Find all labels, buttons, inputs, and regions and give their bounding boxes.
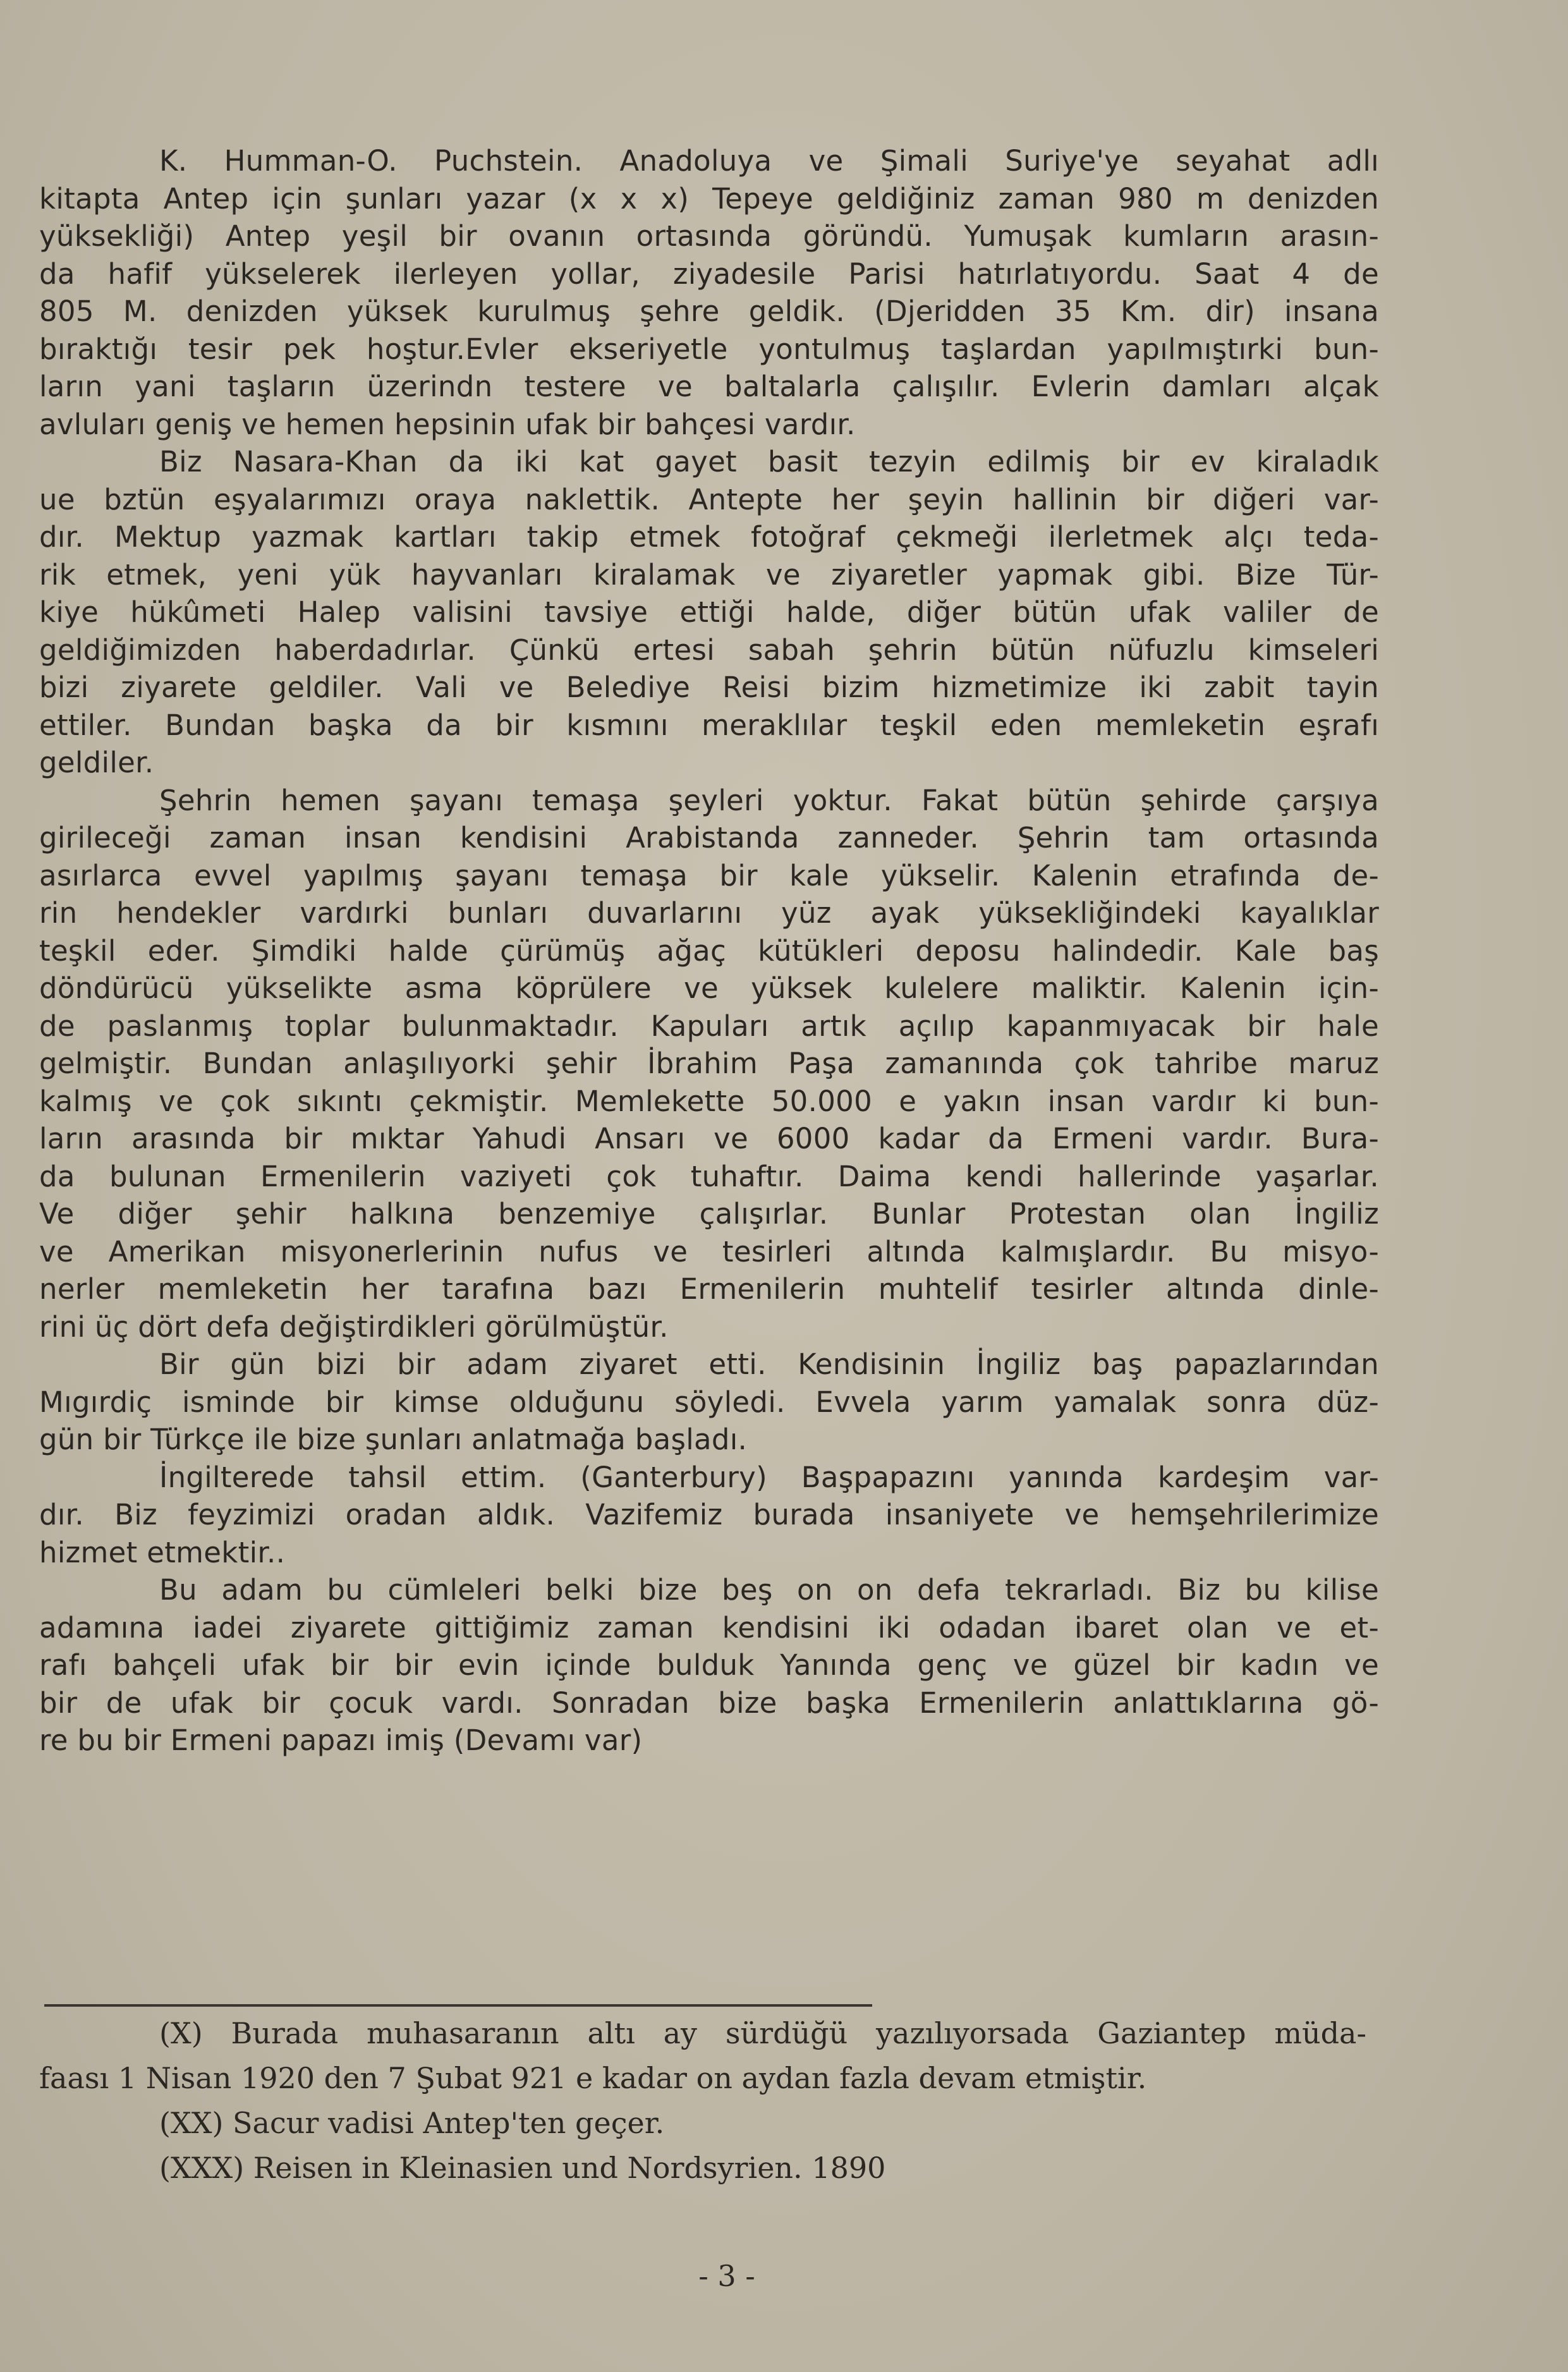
text-line: re bu bir Ermeni papazı imiş (Devamı var) [39, 1724, 643, 1757]
text-line: geldiğimizden haberdadırlar. Çünkü ertesi sabah şehrin bütün nüfuzlu kimseleri [39, 633, 1379, 667]
text-line: ların arasında bir mıktar Yahudi Ansarı ve 6000 kadar da Ermeni vardır. Bura- [39, 1122, 1379, 1155]
text-line: teşkil eder. Şimdiki halde çürümüş ağaç kütükleri deposu halindedir. Kale baş [39, 934, 1379, 968]
text-line: girileceği zaman insan kendisini Arabistanda zanneder. Şehrin tam ortasında [39, 821, 1379, 855]
text-line: Bu adam bu cümleleri belki bize beş on on defa tekrarladı. Biz bu kilise [159, 1573, 1379, 1607]
text-line: dır. Mektup yazmak kartları takip etmek fotoğraf çekmeği ilerletmek alçı teda- [39, 520, 1379, 554]
footnote-divider [44, 2004, 872, 2007]
text-line: geldiler. [39, 746, 154, 779]
text-line: nerler memleketin her tarafına bazı Ermenilerin muhtelif tesirler altında dinle- [39, 1272, 1379, 1306]
text-line: gün bir Türkçe ile bize şunları anlatmağa başladı. [39, 1423, 748, 1456]
text-line: rini üç dört defa değiştirdikleri görülmüştür. [39, 1310, 669, 1344]
text-line: ların yani taşların üzerindn testere ve baltalarla çalışılır. Evlerin damları alçak [39, 370, 1379, 403]
text-line: da hafif yükselerek ilerleyen yollar, ziyadesile Parisi hatırlatıyordu. Saat 4 de [39, 257, 1379, 291]
text-line: da bulunan Ermenilerin vaziyeti çok tuhaftır. Daima kendi hallerinde yaşarlar. [39, 1159, 1379, 1193]
text-line: dır. Biz feyzimizi oradan aldık. Vazifemiz burada insaniyete ve hemşehrilerimize [39, 1498, 1379, 1531]
text-line: Mıgırdiç isminde bir kimse olduğunu söyledi. Evvela yarım yamalak sonra düz- [39, 1385, 1379, 1419]
text-line: de paslanmış toplar bulunmaktadır. Kapuları artık açılıp kapanmıyacak bir hale [39, 1009, 1379, 1043]
text-line: rik etmek, yeni yük hayvanları kiralamak ve ziyaretler yapmak gibi. Bize Tür- [39, 557, 1379, 592]
text-line: bıraktığı tesir pek hoştur.Evler ekseriyetle yontulmuş taşlardan yapılmıştırki bun- [39, 332, 1379, 366]
text-line: hizmet etmektir.. [39, 1535, 286, 1569]
text-line: gelmiştir. Bundan anlaşılıyorki şehir İbrahim Paşa zamanında çok tahribe maruz [39, 1047, 1379, 1080]
text-line: bir de ufak bir çocuk vardı. Sonradan bize başka Ermenilerin anlattıklarına gö- [39, 1686, 1379, 1720]
text-line: Şehrin hemen şayanı temaşa şeyleri yoktur. Fakat bütün şehirde çarşıya [159, 783, 1379, 817]
footnote-line: faası 1 Nisan 1920 den 7 Şubat 921 e kadar on aydan fazla devam etmiştir. [39, 2061, 1147, 2095]
text-line: kalmış ve çok sıkıntı çekmiştir. Memlekette 50.000 e yakın insan vardır ki bun- [39, 1084, 1379, 1118]
page-number: - 3 - [698, 2259, 755, 2293]
text-line: döndürücü yükselikte asma köprülere ve yüksek kulelere maliktir. Kalenin için- [39, 971, 1379, 1005]
text-line: avluları geniş ve hemen hepsinin ufak bir bahçesi vardır. [39, 407, 856, 441]
text-line: Ve diğer şehir halkına benzemiye çalışırlar. Bunlar Protestan olan İngiliz [39, 1197, 1379, 1231]
text-line: ettiler. Bundan başka da bir kısmını meraklılar teşkil eden memleketin eşrafı [39, 708, 1379, 742]
body-text [39, 142, 1379, 1760]
text-line: Biz Nasara-Khan da iki kat gayet basit tezyin edilmiş bir ev kiraladık [159, 445, 1379, 478]
text-line: kitapta Antep için şunları yazar (x x x) Tepeye geldiğiniz zaman 980 m denizden [39, 181, 1379, 216]
text-line: K. Humman-O. Puchstein. Anadoluya ve Şimali Suriye'ye seyahat adlı [159, 144, 1379, 178]
text-line: asırlarca evvel yapılmış şayanı temaşa bir kale yükselir. Kalenin etrafında de- [39, 858, 1379, 892]
text-line: 805 M. denizden yüksek kurulmuş şehre geldik. (Djeridden 35 Km. dir) insana [39, 295, 1379, 328]
text-line: bizi ziyarete geldiler. Vali ve Belediye Reisi bizim hizmetimize iki zabit tayin [39, 671, 1379, 704]
text-line: ue bztün eşyalarımızı oraya naklettik. Antepte her şeyin hallinin bir diğeri var- [39, 482, 1379, 516]
footnote-line: (XX) Sacur vadisi Antep'ten geçer. [159, 2106, 665, 2140]
text-line: adamına iadei ziyarete gittiğimiz zaman kendisini iki odadan ibaret olan ve et- [39, 1610, 1379, 1645]
footnote-line: (X) Burada muhasaranın altı ay sürdüğü yazılıyorsada Gaziantep müda- [159, 2016, 1366, 2050]
text-line: ve Amerikan misyonerlerinin nufus ve tesirleri altında kalmışlardır. Bu misyo- [39, 1234, 1379, 1268]
text-line: Bir gün bizi bir adam ziyaret etti. Kendisinin İngiliz baş papazlarından [159, 1347, 1379, 1381]
text-line: yüksekliği) Antep yeşil bir ovanın ortasında göründü. Yumuşak kumların arasın- [39, 219, 1379, 253]
text-line: İngilterede tahsil ettim. (Ganterbury) Başpapazını yanında kardeşim var- [159, 1460, 1379, 1494]
footnote-line: (XXX) Reisen in Kleinasien und Nordsyrien. 1890 [159, 2151, 886, 2185]
text-line: rafı bahçeli ufak bir bir evin içinde bulduk Yanında genç ve güzel bir kadın ve [39, 1648, 1379, 1682]
text-line: kiye hükûmeti Halep valisini tavsiye ettiği halde, diğer bütün ufak valiler de [39, 595, 1379, 629]
footnotes [39, 2011, 1366, 2191]
text-line: rin hendekler vardırki bunları duvarlarını yüz ayak yüksekliğindeki kayalıklar [39, 896, 1379, 930]
